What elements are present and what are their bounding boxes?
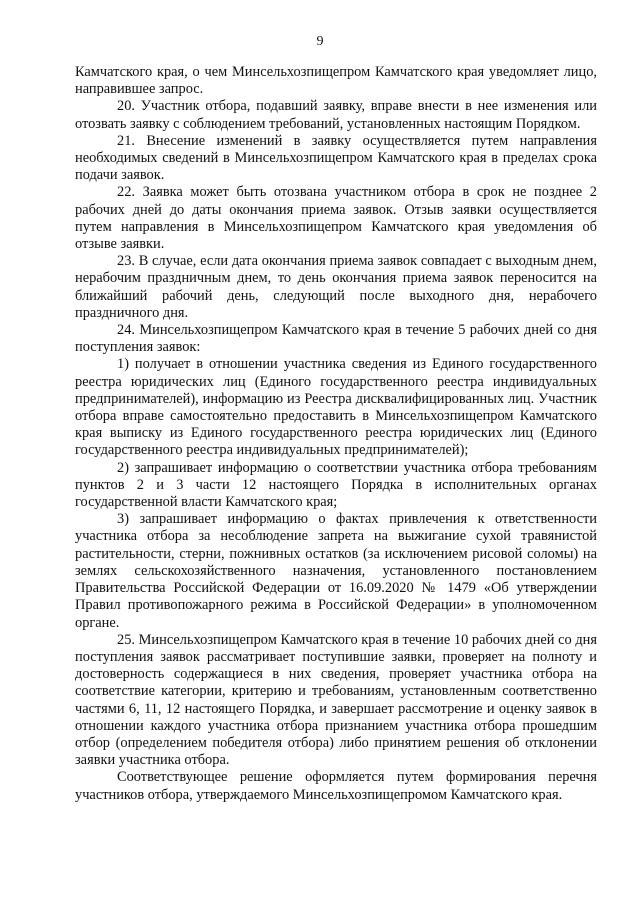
document-body <box>75 64 597 804</box>
paragraph-item-24-sub-2: 2) запрашивает информацию о соответствии участника отбора требованиям пунктов 2 и 3 части 12 настоящего Порядка в исполнительных органах государственной власти Камчатского края; <box>75 459 597 511</box>
paragraph-continuation: Камчатского края, о чем Минсельхозпищепром Камчатского края уведомляет лицо, направившее запрос. <box>75 64 597 98</box>
paragraph-item-24: 24. Минсельхозпищепром Камчатского края в течение 5 рабочих дней со дня поступления заявок: <box>75 322 597 356</box>
paragraph-item-25: 25. Минсельхозпищепром Камчатского края в течение 10 рабочих дней со дня поступления заявок рассматривает поступившие заявки, проверяет на полноту и достоверность содержащиеся в них сведения, проверяет участника отбора на соответствие категории, критерию и требованиям, установленным соответственно частями 6, 11, 12 настоящего Порядка, и завершает рассмотрение и оценку заявок в отношении каждого участника отбора признанием участника отбора прошедшим отбор (определением победителя отбора) либо принятием решения об отклонении заявки участника отбора. <box>75 631 597 769</box>
paragraph-item-24-sub-1: 1) получает в отношении участника сведения из Единого государственного реестра юридических лиц (Единого государственного реестра индивидуальных предпринимателей), информацию из Реестра дисквалифицированных лиц. Участник отбора вправе самостоятельно предоставить в Минсельхозпищепром Камчатского края выписку из Единого государственного реестра юридических лиц (Единого государственного реестра индивидуальных предпринимателей); <box>75 356 597 459</box>
paragraph-item-24-sub-3: 3) запрашивает информацию о фактах привлечения к ответственности участника отбора за несоблюдение запрета на выжигание сухой травянистой растительности, стерни, пожнивных остатков (за исключением рисовой соломы) на землях сельскохозяйственного назначения, установленного постановлением Правительства Российской Федерации от 16.09.2020 № 1479 «Об утверждении Правил противопожарного режима в Российской Федерации» в уполномоченном органе. <box>75 511 597 631</box>
page-number: 9 <box>316 34 324 49</box>
paragraph-item-23: 23. В случае, если дата окончания приема заявок совпадает с выходным днем, нерабочим праздничным днем, то день окончания приема заявок переносится на ближайший рабочий день, следующий после выходного дня, нерабочего праздничного дня. <box>75 253 597 321</box>
paragraph-item-22: 22. Заявка может быть отозвана участником отбора в срок не позднее 2 рабочих дней до даты окончания приема заявок. Отзыв заявки осуществляется путем направления в Минсельхозпищепром Камчатского края уведомления об отзыве заявки. <box>75 184 597 253</box>
paragraph-item-20: 20. Участник отбора, подавший заявку, вправе внести в нее изменения или отозвать заявку с соблюдением требований, установленных настоящим Порядком. <box>75 98 597 132</box>
paragraph-decision: Соответствующее решение оформляется путем формирования перечня участников отбора, утверждаемого Минсельхозпищепромом Камчатского края. <box>75 769 597 803</box>
paragraph-item-21: 21. Внесение изменений в заявку осуществляется путем направления необходимых сведений в Минсельхозпищепром Камчатского края в пределах срока подачи заявок. <box>75 132 597 184</box>
